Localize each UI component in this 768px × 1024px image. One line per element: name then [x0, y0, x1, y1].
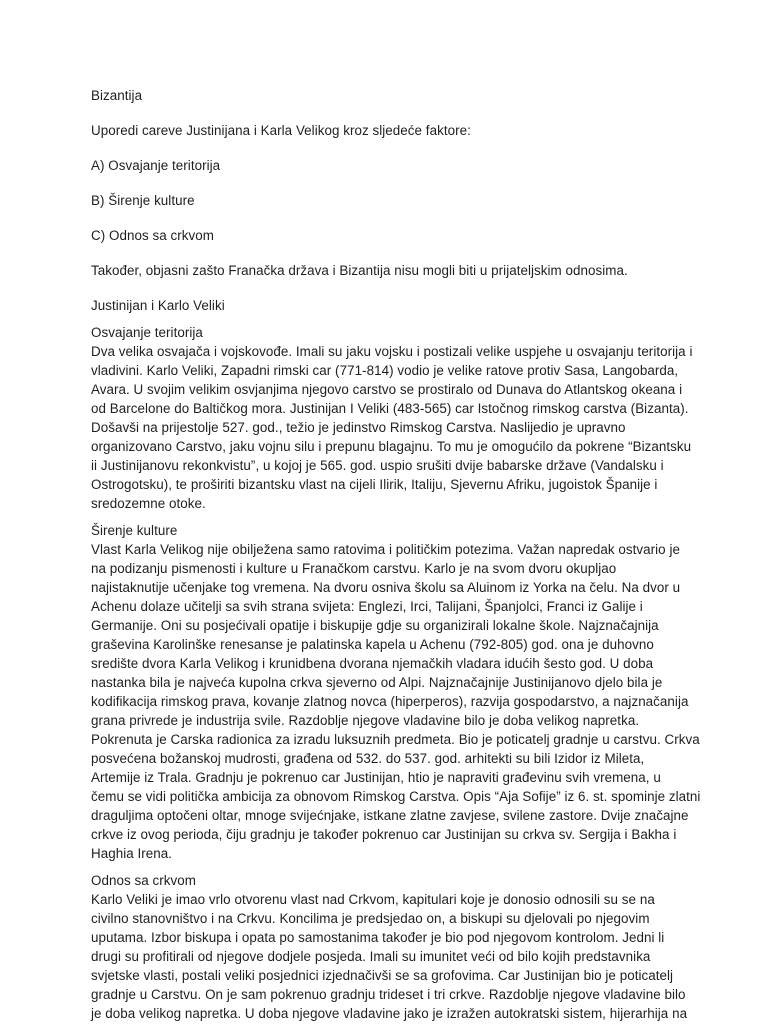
- text-line: draguljima optočeni oltar, mnoge svijećnjake, istkane zlatne zavjese, svilene zastore. Dvije značajne: [91, 808, 689, 823]
- text-line: Vlast Karla Velikog nije obilježena samo ratovima i političkim potezima. Važan napredak ostvario je: [91, 542, 680, 557]
- text-line: Avara. U svojim velikim osvjanjima njegovo carstvo se prostiralo od Dunava do Atlantskog okeana i: [91, 382, 683, 397]
- factor-b: B) Širenje kulture: [91, 193, 195, 208]
- factor-c: C) Odnos sa crkvom: [91, 228, 214, 243]
- text-line: Haghia Irena.: [91, 846, 173, 861]
- text-line: Artemije iz Trala. Gradnju je pokrenuo car Justinijan, htio je napraviti građevinu svih vremena, u: [91, 770, 661, 785]
- section-heading: Širenje kulture: [91, 523, 178, 538]
- text-line: crkve iz ovog perioda, čiju gradnju je također pokrenuo car Justinijan su crkva sv. Sergija i Bakha i: [91, 827, 677, 842]
- text-line: najistaknutije učenjake tog vremena. Na dvoru osniva školu sa Aluinom iz Yorka na čelu. Na dvor u: [91, 580, 681, 595]
- text-line: od Barcelone do Baltičkog mora. Justinijan I Veliki (483-565) car Istočnog rimskog carstva (Bizanta).: [91, 401, 689, 416]
- text-line: središte dvora Karla Velikog i krunidbena dvorana njemačkih vladara idućih šesto god. U doba: [91, 656, 654, 671]
- section-heading: Odnos sa crkvom: [91, 873, 196, 888]
- text-line: je doba velikog napretka. U doba njegove vladavine jako je izražen autokratski sistem, hijerarhija na: [91, 1006, 688, 1021]
- section-osvajanje: [91, 323, 693, 513]
- text-line: sredozemne otoke.: [91, 496, 206, 511]
- text-line: Pokrenuta je Carska radionica za izradu luksuznih predmeta. Bio je poticatelj gradnje u carstvu. Crkva: [91, 732, 700, 747]
- text-line: Germanije. Oni su posjećivali opatije i biskupije gdje su organizirali lokalne škole. Najznačajnija: [91, 618, 659, 633]
- task-text: Uporedi careve Justinijana i Karla Velikog kroz sljedeće faktore:: [91, 123, 471, 138]
- document-title: Bizantija: [91, 88, 143, 103]
- text-line: Dva velika osvajača i vojskovođe. Imali su jaku vojsku i postizali velike uspjehe u osvajanju teritorija i: [91, 344, 693, 359]
- text-line: Došavši na prijestolje 527. god., težio je jedinstvo Rimskog Carstva. Naslijedio je upravno: [91, 420, 626, 435]
- section-crkva: [91, 871, 688, 1023]
- text-line: kodifikacija rimskog prava, kovanje zlatnog novca (hiperperos), razvija gospodarstvo, a najznačanija: [91, 694, 689, 709]
- text-line: drugi su profitirali od njegove dodjele posjeda. Imali su imunitet veći od bilo kojih predstavnika: [91, 949, 651, 964]
- text-line: ii Justinijanovu rekonkvistu”, u kojoj je 565. god. uspio srušiti dvije babarske države (Vandalsku i: [91, 458, 664, 473]
- text-line: čemu se vidi politička ambicija za obnovom Rimskog Carstva. Opis “Aja Sofije” iz 6. st. spominje zlatni: [91, 789, 701, 804]
- text-line: civilno stanovništvo i na Crkvu. Koncilima je predsjedao on, a biskupi su djelovali po njegovim: [91, 911, 650, 926]
- extra-task-text: Također, objasni zašto Franačka država i Bizantija nisu mogli biti u prijateljskim odnosima.: [91, 263, 628, 278]
- text-line: nastanka bila je najveća kupolna crkva sjeverno od Alpi. Najznačajnije Justinijanovo djelo bila je: [91, 675, 663, 690]
- subtitle: Justinijan i Karlo Veliki: [91, 298, 225, 313]
- section-heading: Osvajanje teritorija: [91, 325, 203, 340]
- text-line: svjetske vlasti, postali veliki posjednici izjednačivši se sa grofovima. Car Justinijan bio je poticatelj: [91, 968, 674, 983]
- text-line: grana privrede je industrija svile. Razdoblje njegove vladavine bilo je doba velikog napretka.: [91, 713, 640, 728]
- text-line: graševina Karolinške renesanse je palatinska kapela u Achenu (792-805) god. ona je duhovno: [91, 637, 654, 652]
- section-kultura: [91, 521, 701, 863]
- text-line: gradnje u Carstvu. On je sam pokrenuo gradnju trideset i tri crkve. Razdoblje njegove vladavine bilo: [91, 987, 686, 1002]
- text-line: posvećena božanskoj mudrosti, građena od 532. do 537. god. arhitekti su bili Izidor iz Mileta,: [91, 751, 645, 766]
- text-line: uputama. Izbor biskupa i opata po samostanima također je bio pod njegovom kontrolom. Jedni li: [91, 930, 665, 945]
- text-line: na podizanju pismenosti i kulture u Franačkom carstvu. Karlo je na svom dvoru okupljao: [91, 561, 617, 576]
- text-line: organizovano Carstvo, jaku vojnu silu i prepunu blagajnu. To mu je omogućilo da pokrene “Bizantsku: [91, 439, 692, 454]
- factor-a: A) Osvajanje teritorija: [91, 158, 221, 173]
- text-line: vladivini. Karlo Veliki, Zapadni rimski car (771-814) vodio je velike ratove protiv Sasa, Langobarda,: [91, 363, 679, 378]
- text-line: Karlo Veliki je imao vrlo otvorenu vlast nad Crkvom, kapitulari koje je donosio odnosili su se na: [91, 892, 655, 907]
- text-line: Achenu dolaze učitelji sa svih strana svijeta: Englezi, Irci, Talijani, Španjolci, Franci iz Galije i: [91, 599, 643, 614]
- text-line: Ostrogotsku), te proširiti bizantsku vlast na cijeli Ilirik, Italiju, Sjevernu Afriku, jugoistok Španije i: [91, 477, 658, 492]
